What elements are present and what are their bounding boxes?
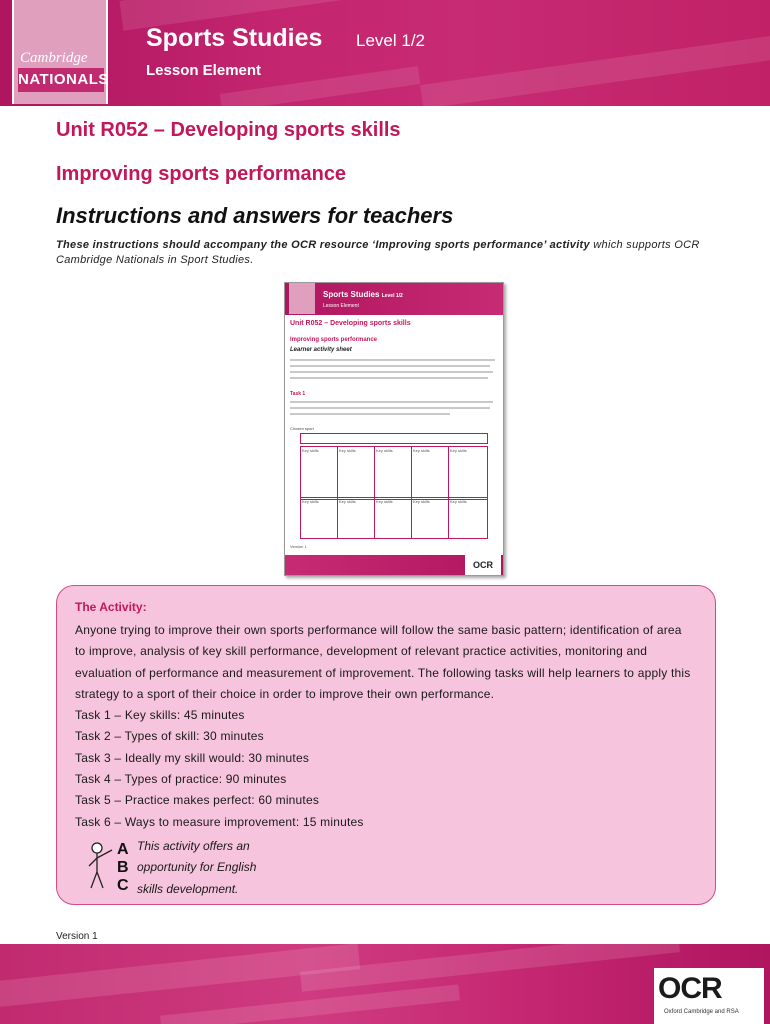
intro-bold: These instructions should accompany the OCR resource ‘Improving sports performance’ activity	[56, 239, 590, 251]
version-label: Version 1	[56, 931, 98, 942]
intro-rest: which supports OCR Cambridge Nationals in Sport Studies.	[56, 239, 700, 266]
task-item: Task 6 – Ways to measure improvement: 15 minutes	[75, 814, 364, 829]
thumbnail-cell: Key skills	[301, 447, 338, 499]
header-title: Sports Studies	[146, 24, 323, 52]
header-subtitle: Lesson Element	[146, 62, 262, 79]
thumbnail-cell: Key skills	[450, 499, 467, 504]
thumbnail-text-line	[290, 359, 495, 361]
abc-letter-b: B	[117, 859, 129, 876]
thumbnail-cell: Key skills	[450, 448, 467, 453]
instructions-title: Instructions and answers for teachers	[56, 203, 454, 228]
task-item: Task 5 – Practice makes perfect: 60 minutes	[75, 793, 320, 808]
task-item: Task 1 – Key skills: 45 minutes	[75, 708, 245, 723]
task-item: Task 4 – Types of practice: 90 minutes	[75, 772, 287, 787]
thumbnail-grid-row-2	[300, 497, 488, 539]
thumbnail-version: Version 1	[290, 544, 307, 549]
abc-english-skills-icon	[85, 836, 133, 892]
thumbnail-cell: Key skills	[412, 447, 449, 499]
activity-panel	[56, 585, 716, 905]
logo-nationals-text: NATIONALS	[18, 68, 104, 92]
activity-title: The Activity:	[75, 600, 147, 614]
thumbnail-text-line	[290, 407, 490, 409]
activity-sheet-thumbnail	[284, 282, 504, 576]
thumbnail-header	[285, 283, 503, 315]
thumbnail-cell: Key skills	[301, 498, 338, 538]
thumbnail-sheet-title: Learner activity sheet	[290, 347, 352, 353]
thumbnail-title: Sports Studies Level 1/2	[323, 290, 403, 299]
thumbnail-text-line	[290, 401, 493, 403]
task-item: Task 3 – Ideally my skill would: 30 minutes	[75, 750, 310, 765]
logo-cambridge-text: Cambridge	[20, 50, 88, 66]
thumbnail-subtitle: Lesson Element	[323, 303, 359, 309]
english-note-line: This activity offers an	[137, 839, 250, 853]
thumbnail-grid-row-1	[300, 446, 488, 500]
english-note-line: opportunity for English	[137, 860, 257, 875]
thumbnail-text-line	[290, 365, 490, 367]
english-skills-note	[137, 836, 337, 900]
thumbnail-text-line	[290, 377, 488, 379]
task-item: Task 2 – Types of skill: 30 minutes	[75, 729, 264, 744]
thumbnail-cell: Key skills	[375, 447, 412, 499]
thumbnail-cell: Key skills	[338, 447, 375, 499]
thumbnail-cell: Key skills	[375, 498, 412, 538]
header-level: Level 1/2	[356, 31, 425, 50]
thumbnail-text-line	[290, 371, 493, 373]
thumbnail-topic: Improving sports performance	[290, 337, 378, 343]
thumbnail-cell: Key skills	[338, 498, 375, 538]
header-banner	[0, 0, 770, 106]
thumbnail-unit: Unit R052 – Developing sports skills	[290, 320, 411, 327]
activity-body	[75, 620, 695, 833]
abc-letter-a: A	[117, 841, 129, 858]
topic-title: Improving sports performance	[56, 163, 347, 185]
unit-title: Unit R052 – Developing sports skills	[56, 119, 401, 141]
thumbnail-logo	[289, 283, 315, 314]
ocr-tagline: Oxford Cambridge and RSA	[664, 1009, 739, 1015]
thumbnail-cell: Key skills	[412, 498, 449, 538]
thumbnail-task: Task 1	[290, 391, 306, 397]
activity-paragraph: Anyone trying to improve their own sports performance will follow the same basic pattern; identification of area to improve, analysis of key skill performance, development of relevant practice activities, monitoring and evaluation of performance and measurement of improvement. The following tasks will help learners to apply this strategy to a sport of their choice in order to improve their own performance.	[75, 623, 691, 701]
english-note-line: skills development.	[137, 881, 239, 896]
abc-letter-c: C	[117, 877, 129, 892]
thumbnail-text-line	[290, 413, 450, 415]
thumbnail-chosen-box	[300, 433, 488, 444]
thumbnail-chosen-sport: Chosen sport	[290, 426, 314, 431]
intro-text	[56, 238, 736, 268]
thumbnail-ocr-logo: OCR	[465, 555, 501, 575]
cambridge-nationals-logo	[12, 0, 108, 104]
ocr-logo-box	[654, 968, 764, 1024]
ocr-logo: OCR	[658, 972, 722, 1005]
